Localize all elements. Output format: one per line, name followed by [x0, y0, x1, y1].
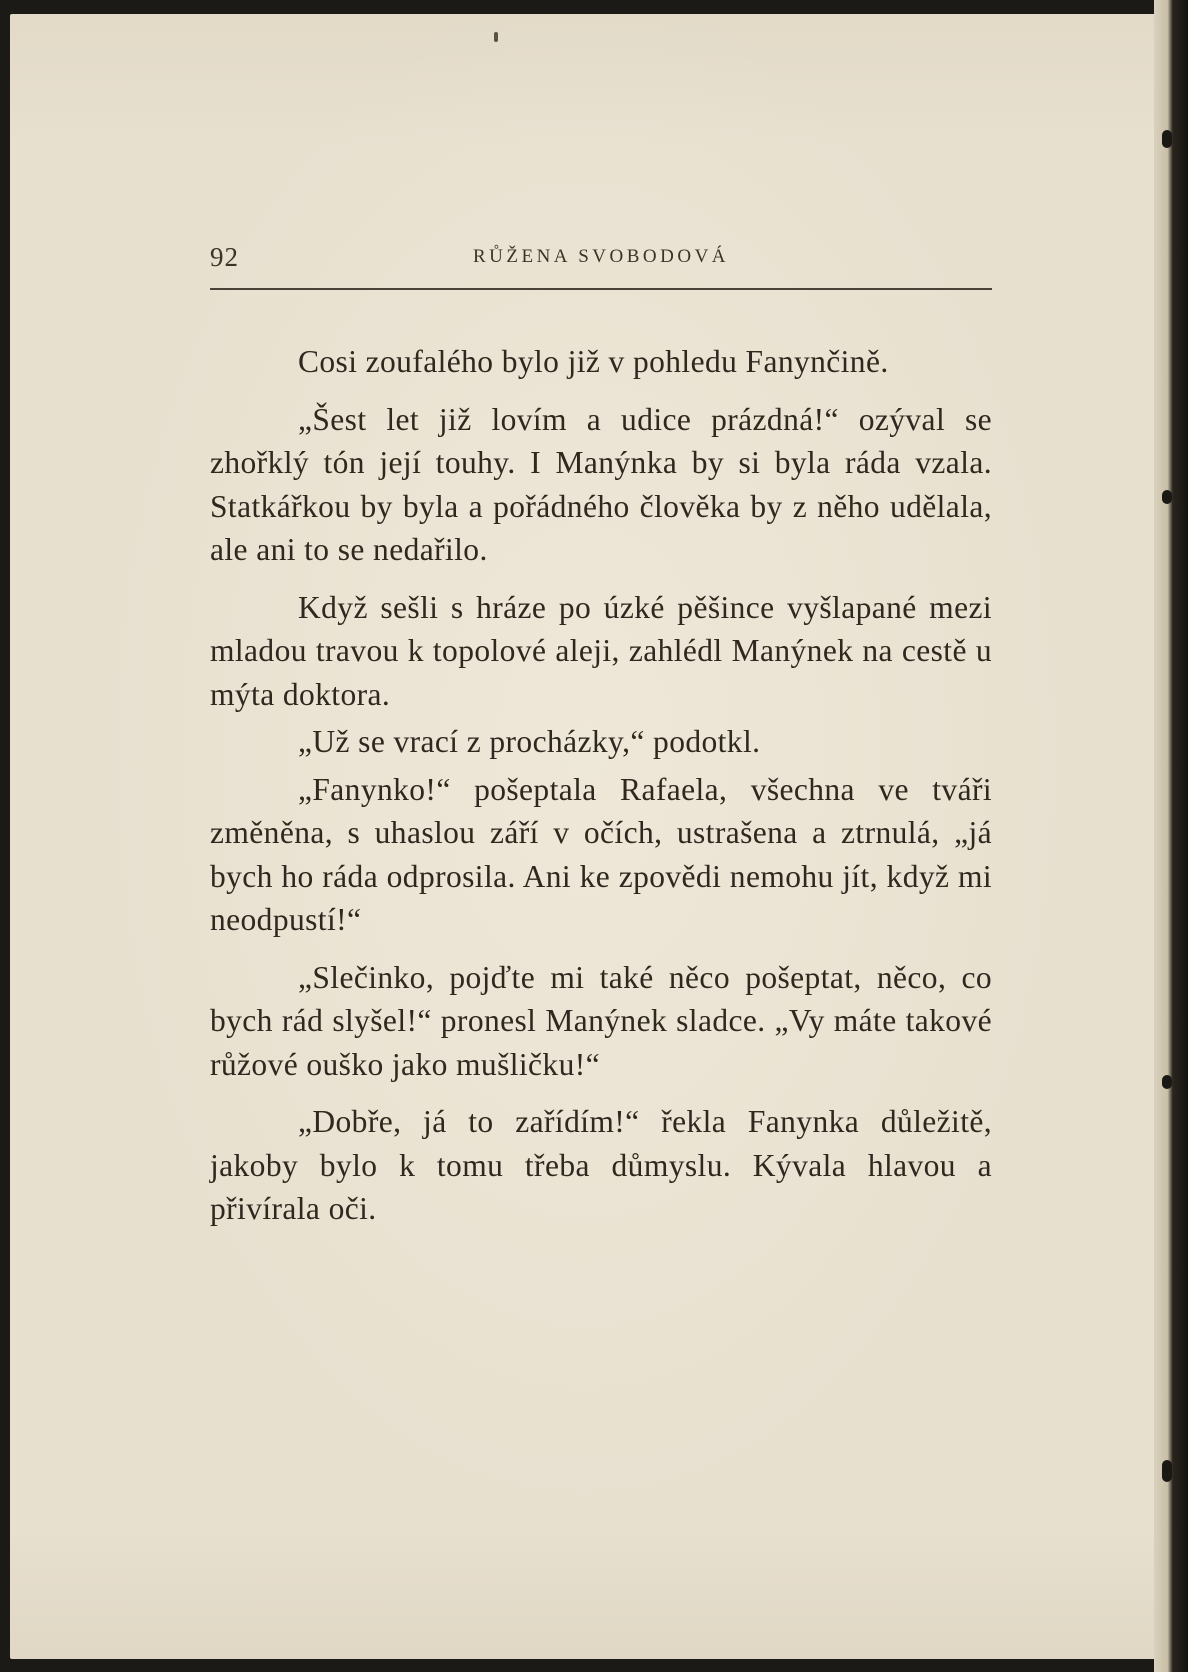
running-head-author: RŮŽENA SVOBODOVÁ — [472, 246, 730, 267]
edge-speck — [1162, 130, 1172, 148]
paragraph-4: „Už se vrací z procházky,“ podotkl. — [298, 724, 761, 759]
paragraph-5: „Fanynko!“ pošeptala Rafaela, všechna ve tváři změněna, s uhaslou září v očích, ustrašena a ztrnulá, „já bych ho ráda odprosila. Ani ke zpovědi nemohu jít, když mi neodpustí!“ — [210, 771, 992, 937]
edge-speck — [1162, 1460, 1172, 1482]
paper-sheet — [10, 14, 1160, 1659]
paragraph-3: Když sešli s hráze po úzké pěšince vyšlapané mezi mladou travou k topolové aleji, zahlédl Manýnek na cestě u mýta doktora. — [210, 589, 992, 712]
page-number: 92 — [210, 242, 239, 272]
paragraph-1: Cosi zoufalého bylo již v pohledu Fanynčině. — [298, 344, 889, 379]
running-head — [210, 242, 992, 272]
book-spine-edge — [1154, 0, 1188, 1672]
edge-speck — [1162, 490, 1172, 504]
paragraph-6: „Slečinko, pojďte mi také něco pošeptat, něco, co bych rád slyšel!“ pronesl Manýnek sladce. „Vy máte takové růžové ouško jako mušličku!“ — [210, 959, 992, 1082]
edge-speck — [1162, 1075, 1172, 1089]
paragraph-2: „Šest let již lovím a udice prázdná!“ ozýval se zhořklý tón její touhy. I Manýnka by si byla ráda vzala. Statkářkou by byla a pořádného člověka by z něho udělala, ale ani to se nedařilo. — [210, 401, 992, 567]
body-text — [210, 340, 992, 1231]
header-rule — [210, 288, 992, 290]
paragraph-7: „Dobře, já to zařídím!“ řekla Fanynka důležitě, jakoby bylo k tomu třeba důmyslu. Kývala hlavou a přivírala oči. — [210, 1104, 992, 1226]
print-speck — [494, 32, 498, 42]
